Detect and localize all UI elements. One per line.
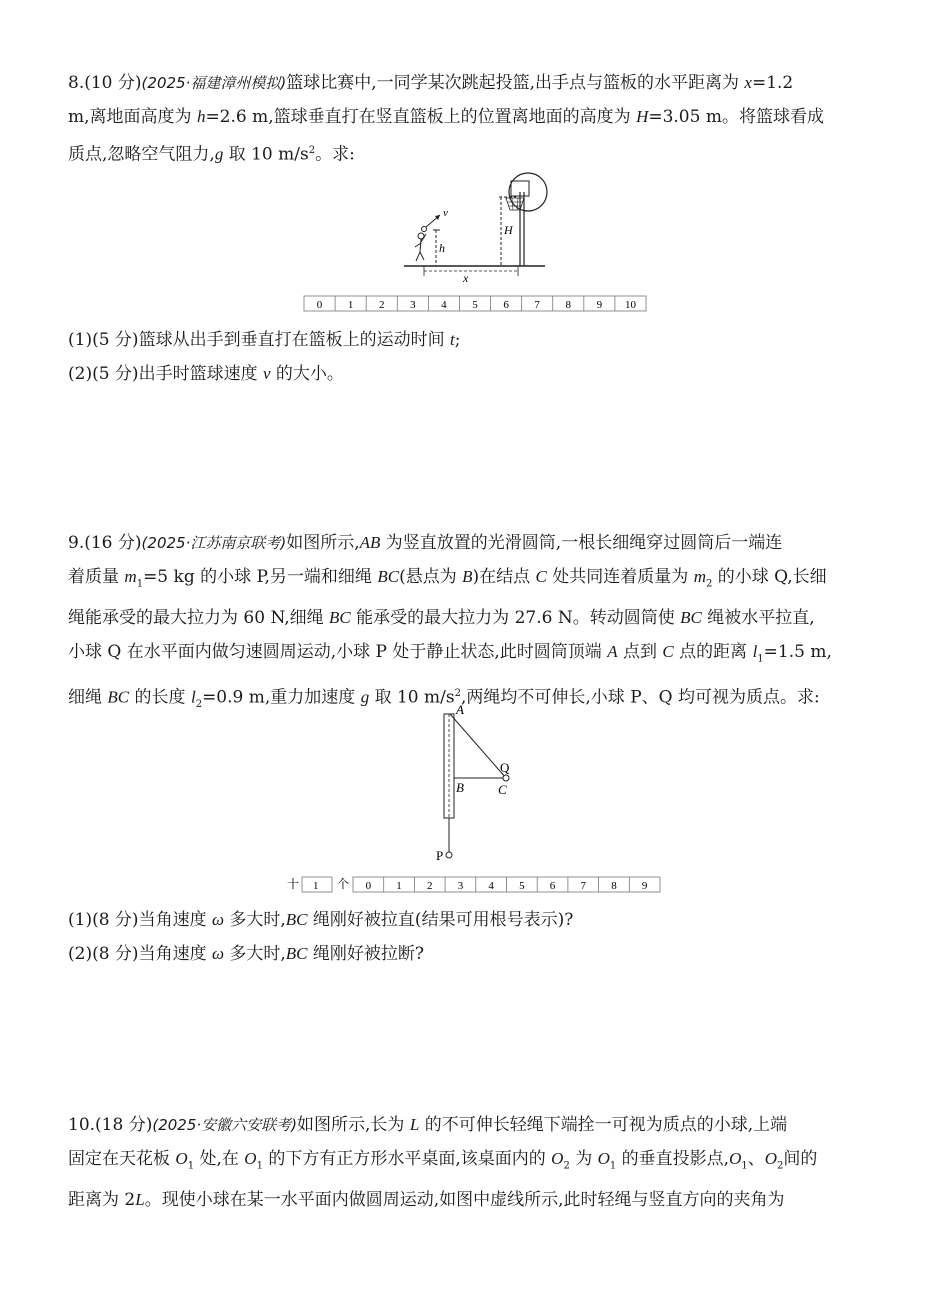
source-tag: (2025·江苏南京联考) — [141, 534, 287, 552]
player-figure — [415, 233, 426, 261]
ruler-label: 5 — [519, 880, 525, 892]
score: (16 分) — [84, 533, 142, 553]
question-number: 10. — [68, 1115, 96, 1135]
subquestion-1: (1)(8 分)当角速度 ω 多大时,BC 绳刚好被拉直(结果可用根号表示)? — [68, 910, 574, 930]
question-8-subquestions — [68, 323, 880, 391]
label-P: P — [436, 848, 444, 863]
question-9-subquestions — [68, 903, 880, 971]
question-10-stem: 10.(18 分)(2025·安徽六安联考)如图所示,长为 L 的不可伸长轻绳下端拴一可视为质点的小球,上端 固定在天花板 $O_1$ 处,在 $O_1$ 的下方有正方形水平桌面,该桌面内的 $O_2$ 为 $O_1$ 的垂直投影点$,O_1$、$O_2$间的 距离为 2L。现使小球在某一水平面内做圆周运动,如图中虚线所示,此时轻绳与竖直方向的夹角为 — [68, 1115, 818, 1211]
hoop-net — [506, 198, 524, 210]
label-A: A — [456, 702, 464, 717]
label-x: x — [463, 271, 469, 285]
subquestion-2: (2)(5 分)出手时篮球速度 v 的大小。 — [68, 364, 344, 384]
ball-Q — [503, 775, 509, 781]
label-C: C — [498, 782, 507, 797]
question-8-stem: 8.(10 分)(2025·福建漳州模拟)篮球比赛中,一同学某次跳起投篮,出手点与篮板的水平距离为 x=1.2 m,离地面高度为 h=2.6 m,篮球垂直打在竖直篮板上的位置离地面的高度为 H=3.05 m。将篮球看成 质点,忽略空气阻力,g 取 10 $m/s^2$。求: — [68, 73, 824, 165]
ruler-label: 5 — [472, 299, 478, 311]
backboard-circle — [509, 173, 547, 211]
ruler-label: 8 — [611, 880, 617, 892]
ruler-one: 1 — [313, 880, 319, 892]
label-v: v — [443, 207, 448, 219]
basketball-figure — [300, 172, 650, 314]
score: (18 分) — [95, 1115, 153, 1135]
label-Q: Q — [500, 760, 510, 775]
ruler-label: 6 — [549, 880, 556, 892]
cylinder-figure — [284, 700, 668, 896]
question-9-stem: 9.(16 分)(2025·江苏南京联考)如图所示,AB 为竖直放置的光滑圆筒,一根长细绳穿过圆筒后一端连 着质量 $m_1=5$ kg 的小球 P,另一端和细绳 BC(悬点为 B)在结点 C 处共同连着质量为 $m_2$ 的小球 Q,长细 绳能承受的最大拉力为 60 N,细绳 BC 能承受的最大拉力为 27.6 N。转动圆筒使 BC 绳被水平拉直, 小球 Q 在水平面内做匀速圆周运动,小球 P 处于静止状态,此时圆筒顶端 A 点到 C 点的距离 $l_1=1.5$ m, 细绳 BC 的长度 $l_2=0.9$ m,重力加速度 g 取 10 $m/s^2$,两绳均不可伸长,小球 P、Q 均可视为质点。求: — [68, 533, 832, 710]
subquestion-1: (1)(5 分)篮球从出手到垂直打在篮板上的运动时间 t; — [68, 330, 461, 350]
ball-release — [422, 227, 427, 232]
ruler-label: 7 — [534, 299, 540, 311]
subquestion-2: (2)(8 分)当角速度 ω 多大时,BC 绳刚好被拉断? — [68, 944, 425, 964]
label-h: h — [439, 241, 445, 255]
question-number: 8. — [68, 73, 85, 93]
ruler-label: 0 — [365, 880, 372, 892]
ruler-label: 3 — [410, 299, 416, 311]
ruler-label: 7 — [580, 880, 586, 892]
ruler-label: 3 — [457, 880, 464, 892]
rope-AC — [450, 714, 506, 778]
ruler-label: 4 — [488, 880, 494, 892]
ruler-label: 8 — [565, 299, 572, 311]
ruler-label: 9 — [596, 299, 603, 311]
score: (10 分) — [84, 73, 142, 93]
ruler-label: 2 — [378, 299, 385, 311]
ball-P — [446, 852, 452, 858]
ruler-label: 4 — [441, 299, 447, 311]
ruler-label: 9 — [641, 880, 648, 892]
ruler-prefix: 十 — [287, 877, 300, 891]
scale-ruler — [304, 296, 646, 311]
ruler-label: 1 — [347, 299, 354, 311]
ruler-label: 6 — [503, 299, 509, 311]
ruler-label: 2 — [427, 880, 433, 892]
source-tag: (2025·福建漳州模拟) — [141, 74, 287, 92]
ruler-suffix: 个 — [337, 877, 350, 891]
label-H: H — [504, 223, 513, 237]
label-B: B — [456, 780, 464, 795]
ruler-label: 10 — [624, 299, 636, 311]
question-number: 9. — [68, 533, 85, 553]
scale-ruler — [287, 876, 660, 892]
source-tag: (2025·安徽六安联考) — [152, 1116, 298, 1134]
ruler-label: 1 — [396, 880, 402, 892]
ruler-label: 0 — [316, 299, 323, 311]
